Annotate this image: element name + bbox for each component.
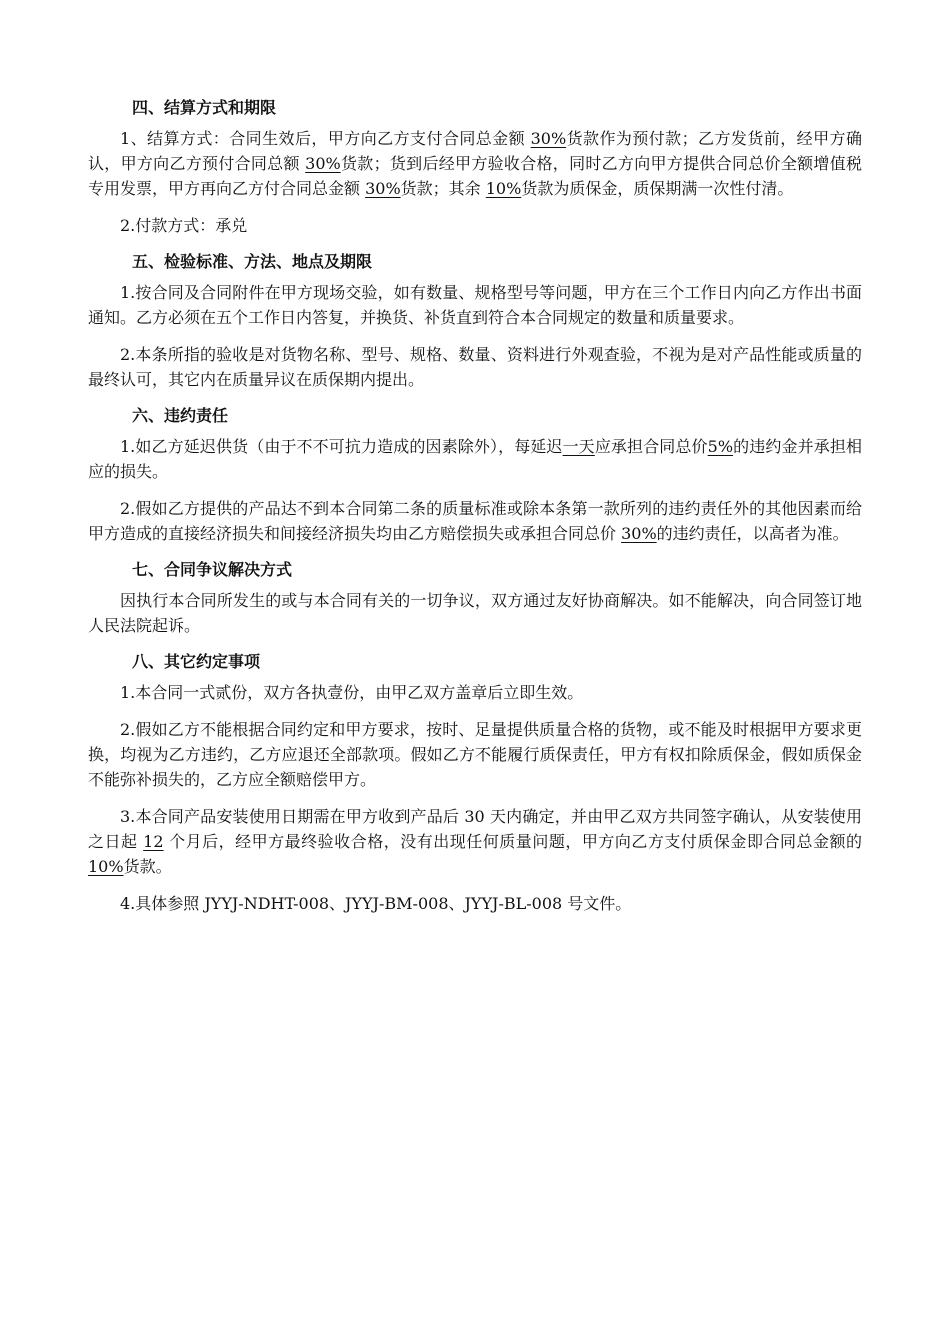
- text-run: 货款为质保金，质保期满一次性付清。: [521, 179, 794, 198]
- clause-paragraph: [88, 434, 862, 484]
- underlined-value: 10%: [485, 179, 522, 198]
- underlined-value: 30%: [305, 154, 341, 173]
- text-run: 1、结算方式：合同生效后，甲方向乙方支付合同总金额: [120, 129, 531, 148]
- text-run: 4.具体参照 JYYJ-NDHT-008、JYYJ-BM-008、JYYJ-BL-008 号文件。: [120, 894, 632, 913]
- text-run: 2.本条所指的验收是对货物名称、型号、规格、数量、资料进行外观查验，不视为是对产品性能或质量的最终认可，其它内在质量异议在质保期内提出。: [88, 345, 862, 389]
- text-run: 的违约金并承担相应的损失。: [88, 437, 862, 481]
- text-run: 货款；货到后经甲方验收合格，同时乙方向甲方提供合同总价全额增值税专用发票，甲方再向乙方付合同总金额: [88, 154, 862, 198]
- clause-paragraph: [88, 588, 862, 638]
- underlined-value: 一天: [562, 437, 595, 456]
- clause-paragraph: [88, 213, 862, 238]
- clause-paragraph: [88, 891, 862, 916]
- underlined-value: 30%: [365, 179, 401, 198]
- text-run: 货款作为预付款；乙方发货前，经甲方确认，甲方向乙方预付合同总额: [88, 129, 862, 173]
- clause-paragraph: [88, 804, 862, 879]
- underlined-value: 30%: [530, 129, 567, 148]
- clause-paragraph: [88, 126, 862, 201]
- underlined-value: 10%: [88, 857, 124, 876]
- section-heading: 六、违约责任: [132, 406, 229, 425]
- text-run: 1.本合同一式贰份，双方各执壹份，由甲乙双方盖章后立即生效。: [120, 683, 584, 702]
- text-run: 2.假如乙方不能根据合同约定和甲方要求，按时、足量提供质量合格的货物，或不能及时根据甲方要求更换，均视为乙方违约，乙方应退还全部款项。假如乙方不能履行质保责任，甲方有权扣除质保金，假如质保金不能弥补损失的，乙方应全额赔偿甲方。: [88, 720, 862, 789]
- text-run: 2.假如乙方提供的产品达不到本合同第二条的质量标准或除本条第一款所列的违约责任外的其他因素而给甲方造成的直接经济损失和间接经济损失均由乙方赔偿损失或承担合同总价: [88, 499, 862, 543]
- text-run: 的违约责任，以高者为准。: [656, 524, 849, 543]
- text-run: 个月后，经甲方最终验收合格，没有出现任何质量问题，甲方向乙方支付质保金即合同总金额的: [163, 832, 863, 851]
- text-run: 2.付款方式：承兑: [120, 216, 248, 235]
- underlined-value: 5%: [707, 437, 734, 456]
- clause-paragraph: [88, 717, 862, 792]
- text-run: 货款。: [123, 857, 172, 876]
- text-run: 因执行本合同所发生的或与本合同有关的一切争议，双方通过友好协商解决。如不能解决，向合同签订地人民法院起诉。: [88, 591, 862, 635]
- section-heading: 五、检验标准、方法、地点及期限: [132, 252, 373, 271]
- clause-paragraph: [88, 680, 862, 705]
- section-heading: 四、结算方式和期限: [132, 98, 277, 117]
- underlined-value: 12: [143, 832, 164, 851]
- text-run: 应承担合同总价: [594, 437, 708, 456]
- underlined-value: 30%: [621, 524, 657, 543]
- text-run: 3.本合同产品安装使用日期需在甲方收到产品后 30 天内确定，并由甲乙双方共同签字确认，从安装使用之日起: [88, 807, 862, 851]
- text-run: 1.按合同及合同附件在甲方现场交验，如有数量、规格型号等问题，甲方在三个工作日内向乙方作出书面通知。乙方必须在五个工作日内答复，并换货、补货直到符合本合同规定的数量和质量要求。: [88, 283, 862, 327]
- contract-page: [88, 96, 862, 928]
- text-run: 1.如乙方延迟供货（由于不不可抗力造成的因素除外），每延迟: [120, 437, 563, 456]
- text-run: 货款；其余: [400, 179, 486, 198]
- section-heading: 七、合同争议解决方式: [132, 560, 293, 579]
- clause-paragraph: [88, 496, 862, 546]
- clause-paragraph: [88, 342, 862, 392]
- section-heading: 八、其它约定事项: [132, 652, 261, 671]
- clause-paragraph: [88, 280, 862, 330]
